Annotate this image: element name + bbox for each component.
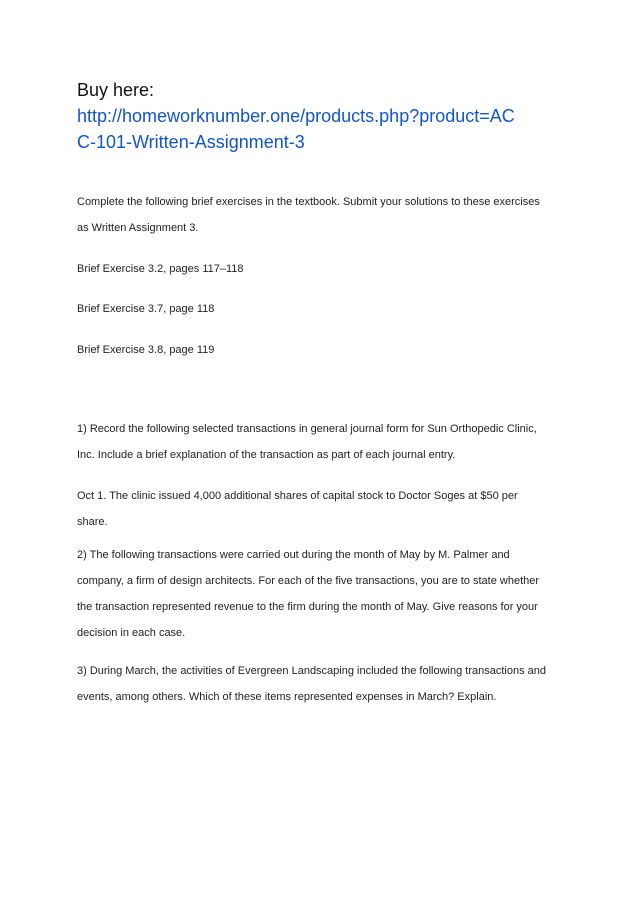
exercise-item — [77, 296, 562, 322]
exercise-item — [77, 337, 562, 363]
exercise-item — [77, 256, 562, 282]
question-2-line-2: company, a firm of design architects. For each of the five transactions, you are to state whether — [77, 575, 540, 587]
oct-1-line-1: Oct 1. The clinic issued 4,000 additional shares of capital stock to Doctor Soges at $50 per — [77, 490, 518, 502]
question-2-line-3: the transaction represented revenue to the firm during the month of May. Give reasons for your — [77, 601, 538, 613]
intro-line-2: as Written Assignment 3. — [77, 222, 199, 234]
product-link[interactable] — [77, 103, 557, 155]
question-2-line-1: 2) The following transactions were carried out during the month of May by M. Palmer and — [77, 549, 510, 561]
buy-here-label: Buy here: — [77, 80, 155, 100]
question-1-paragraph — [77, 416, 562, 468]
product-link-line-1[interactable]: http://homeworknumber.one/products.php?product=AC — [77, 106, 515, 126]
product-link-line-2[interactable]: C-101-Written-Assignment-3 — [77, 132, 305, 152]
oct-1-paragraph — [77, 483, 562, 535]
question-2-paragraph — [77, 542, 562, 646]
exercise-text: Brief Exercise 3.8, page 119 — [77, 344, 215, 356]
question-3-line-1: 3) During March, the activities of Evergreen Landscaping included the following transactions and — [77, 665, 546, 677]
question-1-line-1: 1) Record the following selected transactions in general journal form for Sun Orthopedic Clinic, — [77, 423, 537, 435]
question-1-line-2: Inc. Include a brief explanation of the transaction as part of each journal entry. — [77, 449, 456, 461]
question-3-paragraph — [77, 658, 562, 710]
question-3-line-2: events, among others. Which of these items represented expenses in March? Explain. — [77, 691, 497, 703]
exercise-text: Brief Exercise 3.2, pages 117–118 — [77, 263, 244, 275]
oct-1-line-2: share. — [77, 516, 108, 528]
intro-line-1: Complete the following brief exercises in the textbook. Submit your solutions to these exercises — [77, 196, 540, 208]
intro-paragraph — [77, 189, 562, 241]
exercise-text: Brief Exercise 3.7, page 118 — [77, 303, 215, 315]
question-2-line-4: decision in each case. — [77, 627, 186, 639]
